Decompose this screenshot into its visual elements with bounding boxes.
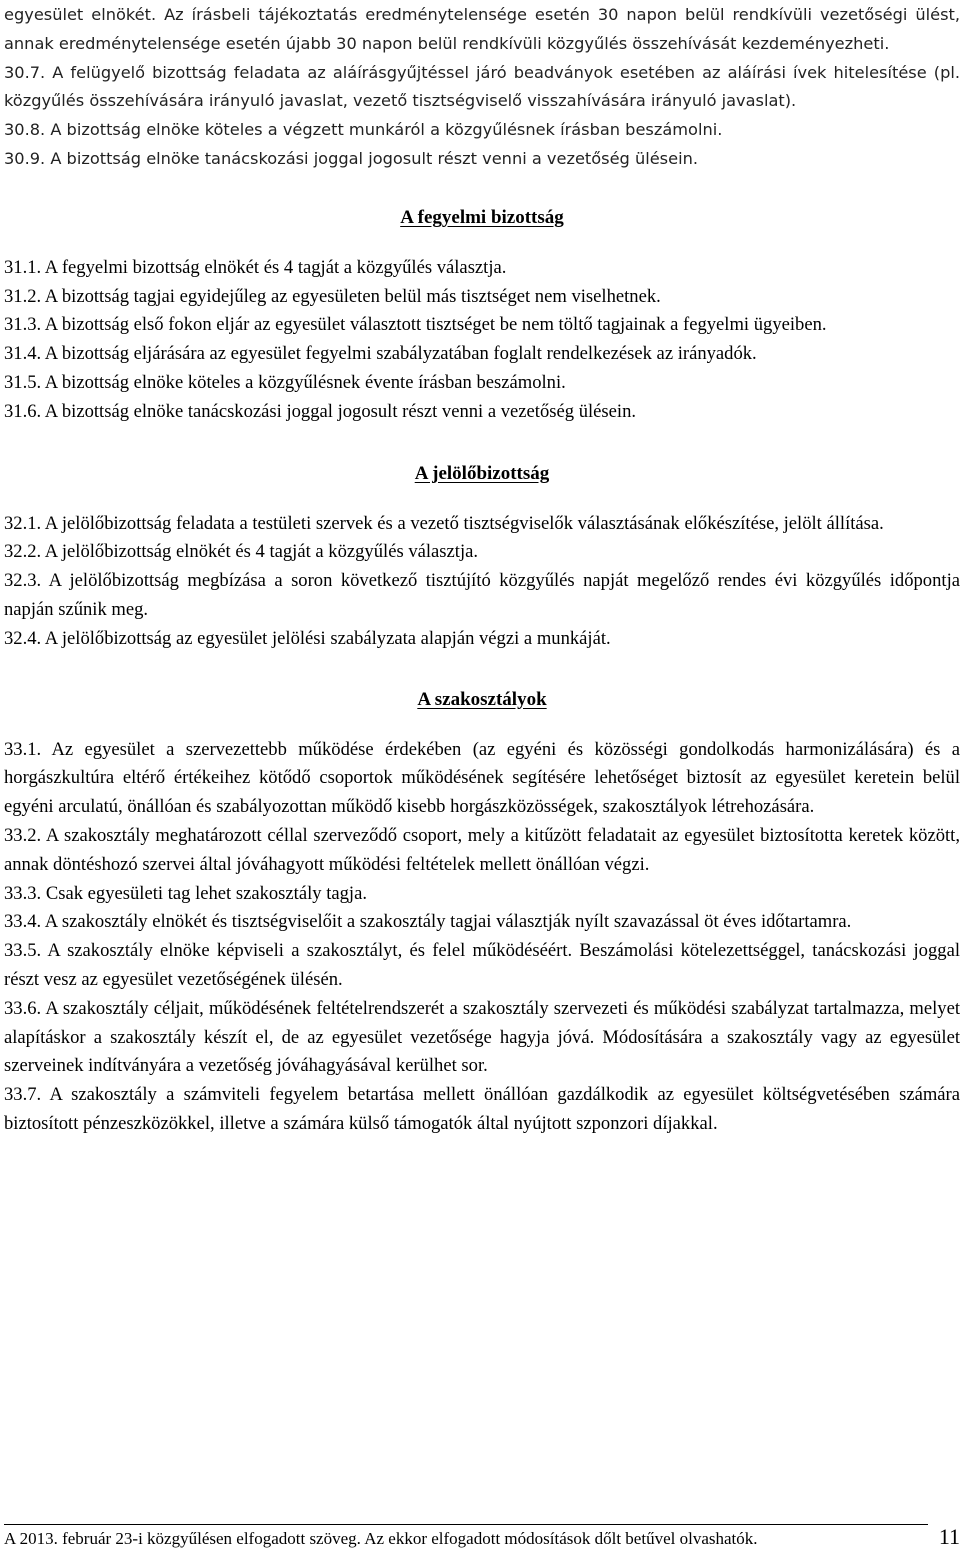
- page-footer: [4, 1524, 960, 1550]
- paragraph-31-2: 31.2. A bizottság tagjai egyidejűleg az egyesületen belül más tisztséget nem viselhetnek.: [4, 285, 661, 307]
- paragraph-30-6-cont: egyesület elnökét. Az írásbeli tájékoztatás eredménytelensége esetén 30 napon belül rendkívüli vezetőségi ülést, annak eredménytelensége esetén újabb 30 napon belül rendkívüli közgyűlés összehívását kezdeményezheti.: [4, 5, 960, 53]
- paragraph-31-4: 31.4. A bizottság eljárására az egyesület fegyelmi szabályzatában foglalt rendelkezések az irányadók.: [4, 343, 757, 365]
- paragraph-32-4: 32.4. A jelölőbizottság az egyesület jelölési szabályzata alapján végzi a munkáját.: [4, 627, 611, 649]
- page-number: 11: [938, 1524, 960, 1549]
- paragraph-30-8: 30.8. A bizottság elnöke köteles a végzett munkáról a közgyűlésnek írásban beszámolni.: [4, 120, 723, 140]
- footer-rule: [4, 1524, 928, 1525]
- paragraph-31-1: 31.1. A fegyelmi bizottság elnökét és 4 tagját a közgyűlés választja.: [4, 256, 507, 278]
- paragraph-31-5: 31.5. A bizottság elnöke köteles a közgyűlésnek évente írásban beszámolni.: [4, 371, 566, 393]
- document-page: [4, 0, 960, 1549]
- paragraph-33-1: 33.1. Az egyesület a szervezettebb működése érdekében (az egyéni és közösségi gondolkodás harmonizálására) és a horgászkultúra eltérő értékeihez kötődő csoportok működésének segítésére lehetőséget biztosít az egyesület keretein belül egyéni arculatú, önállóan és szabályozottan működő kisebb horgászközösségek, szakosztályok létrehozására.: [4, 738, 960, 818]
- paragraph-32-3: 32.3. A jelölőbizottság megbízása a soron következő tisztújító közgyűlés napját megelőző rendes évi közgyűlés időpontja napján szűnik meg.: [4, 570, 960, 620]
- paragraph-30-7: 30.7. A felügyelő bizottság feladata az aláírásgyűjtéssel járó beadványok esetében az aláírási ívek hitelesítése (pl. közgyűlés összehívására irányuló javaslat, vezető tisztségviselő visszahívására irányuló javaslat).: [4, 62, 960, 111]
- heading-jelolobizottsag: A jelölőbizottság: [414, 462, 550, 484]
- heading-szakosztalyok: A szakosztályok: [417, 688, 547, 710]
- paragraph-33-7: 33.7. A szakosztály a számviteli fegyelem betartása mellett önállóan gazdálkodik az egyesület költségvetésében számára biztosított pénzeszközökkel, illetve a számára külső támogatók által nyújtott szponzori díjakkal.: [4, 1084, 960, 1134]
- heading-fegyelmi-bizottsag: A fegyelmi bizottság: [400, 206, 564, 228]
- paragraph-33-3: 33.3. Csak egyesületi tag lehet szakosztály tagja.: [4, 882, 367, 904]
- paragraph-31-6: 31.6. A bizottság elnöke tanácskozási joggal jogosult részt venni a vezetőség ülésein.: [4, 400, 637, 422]
- paragraph-32-2: 32.2. A jelölőbizottság elnökét és 4 tagját a közgyűlés választja.: [4, 541, 479, 563]
- paragraph-33-5: 33.5. A szakosztály elnöke képviseli a szakosztályt, és felel működéséért. Beszámolási kötelezettséggel, tanácskozási joggal részt vesz az egyesület vezetőségének ülésén.: [4, 940, 960, 990]
- paragraph-33-6: 33.6. A szakosztály céljait, működésének feltételrendszerét a szakosztály szervezeti és működési szabályzat tartalmazza, melyet alapításkor a szakosztály készít el, de az egyesület vezetősége hagyja jóvá. Módosítására a szakosztály vagy az egyesület szerveinek indítványára a vezetőség jóváhagyásával kerülhet sor.: [4, 997, 960, 1077]
- paragraph-33-2: 33.2. A szakosztály meghatározott céllal szerveződő csoport, mely a kitűzött feladatait az egyesület biztosította keretek között, annak döntéshozó szervei által jóváhagyott működési feltételek mellett önállóan végzi.: [4, 824, 960, 875]
- paragraph-31-3: 31.3. A bizottság első fokon eljár az egyesület választott tisztséget be nem töltő tagjainak a fegyelmi ügyeiben.: [4, 314, 827, 336]
- paragraph-32-1: 32.1. A jelölőbizottság feladata a testületi szervek és a vezető tisztségviselők választásának előkészítése, jelölt állítása.: [4, 512, 884, 534]
- paragraph-30-9: 30.9. A bizottság elnöke tanácskozási joggal jogosult részt venni a vezetőség ülésein.: [4, 148, 698, 168]
- footer-note: A 2013. február 23-i közgyűlésen elfogadott szöveg. Az ekkor elfogadott módosítások dőlt betűvel olvashatók.: [4, 1529, 758, 1548]
- paragraph-33-4: 33.4. A szakosztály elnökét és tisztségviselőit a szakosztály tagjai választják nyílt szavazással öt éves időtartamra.: [4, 911, 852, 933]
